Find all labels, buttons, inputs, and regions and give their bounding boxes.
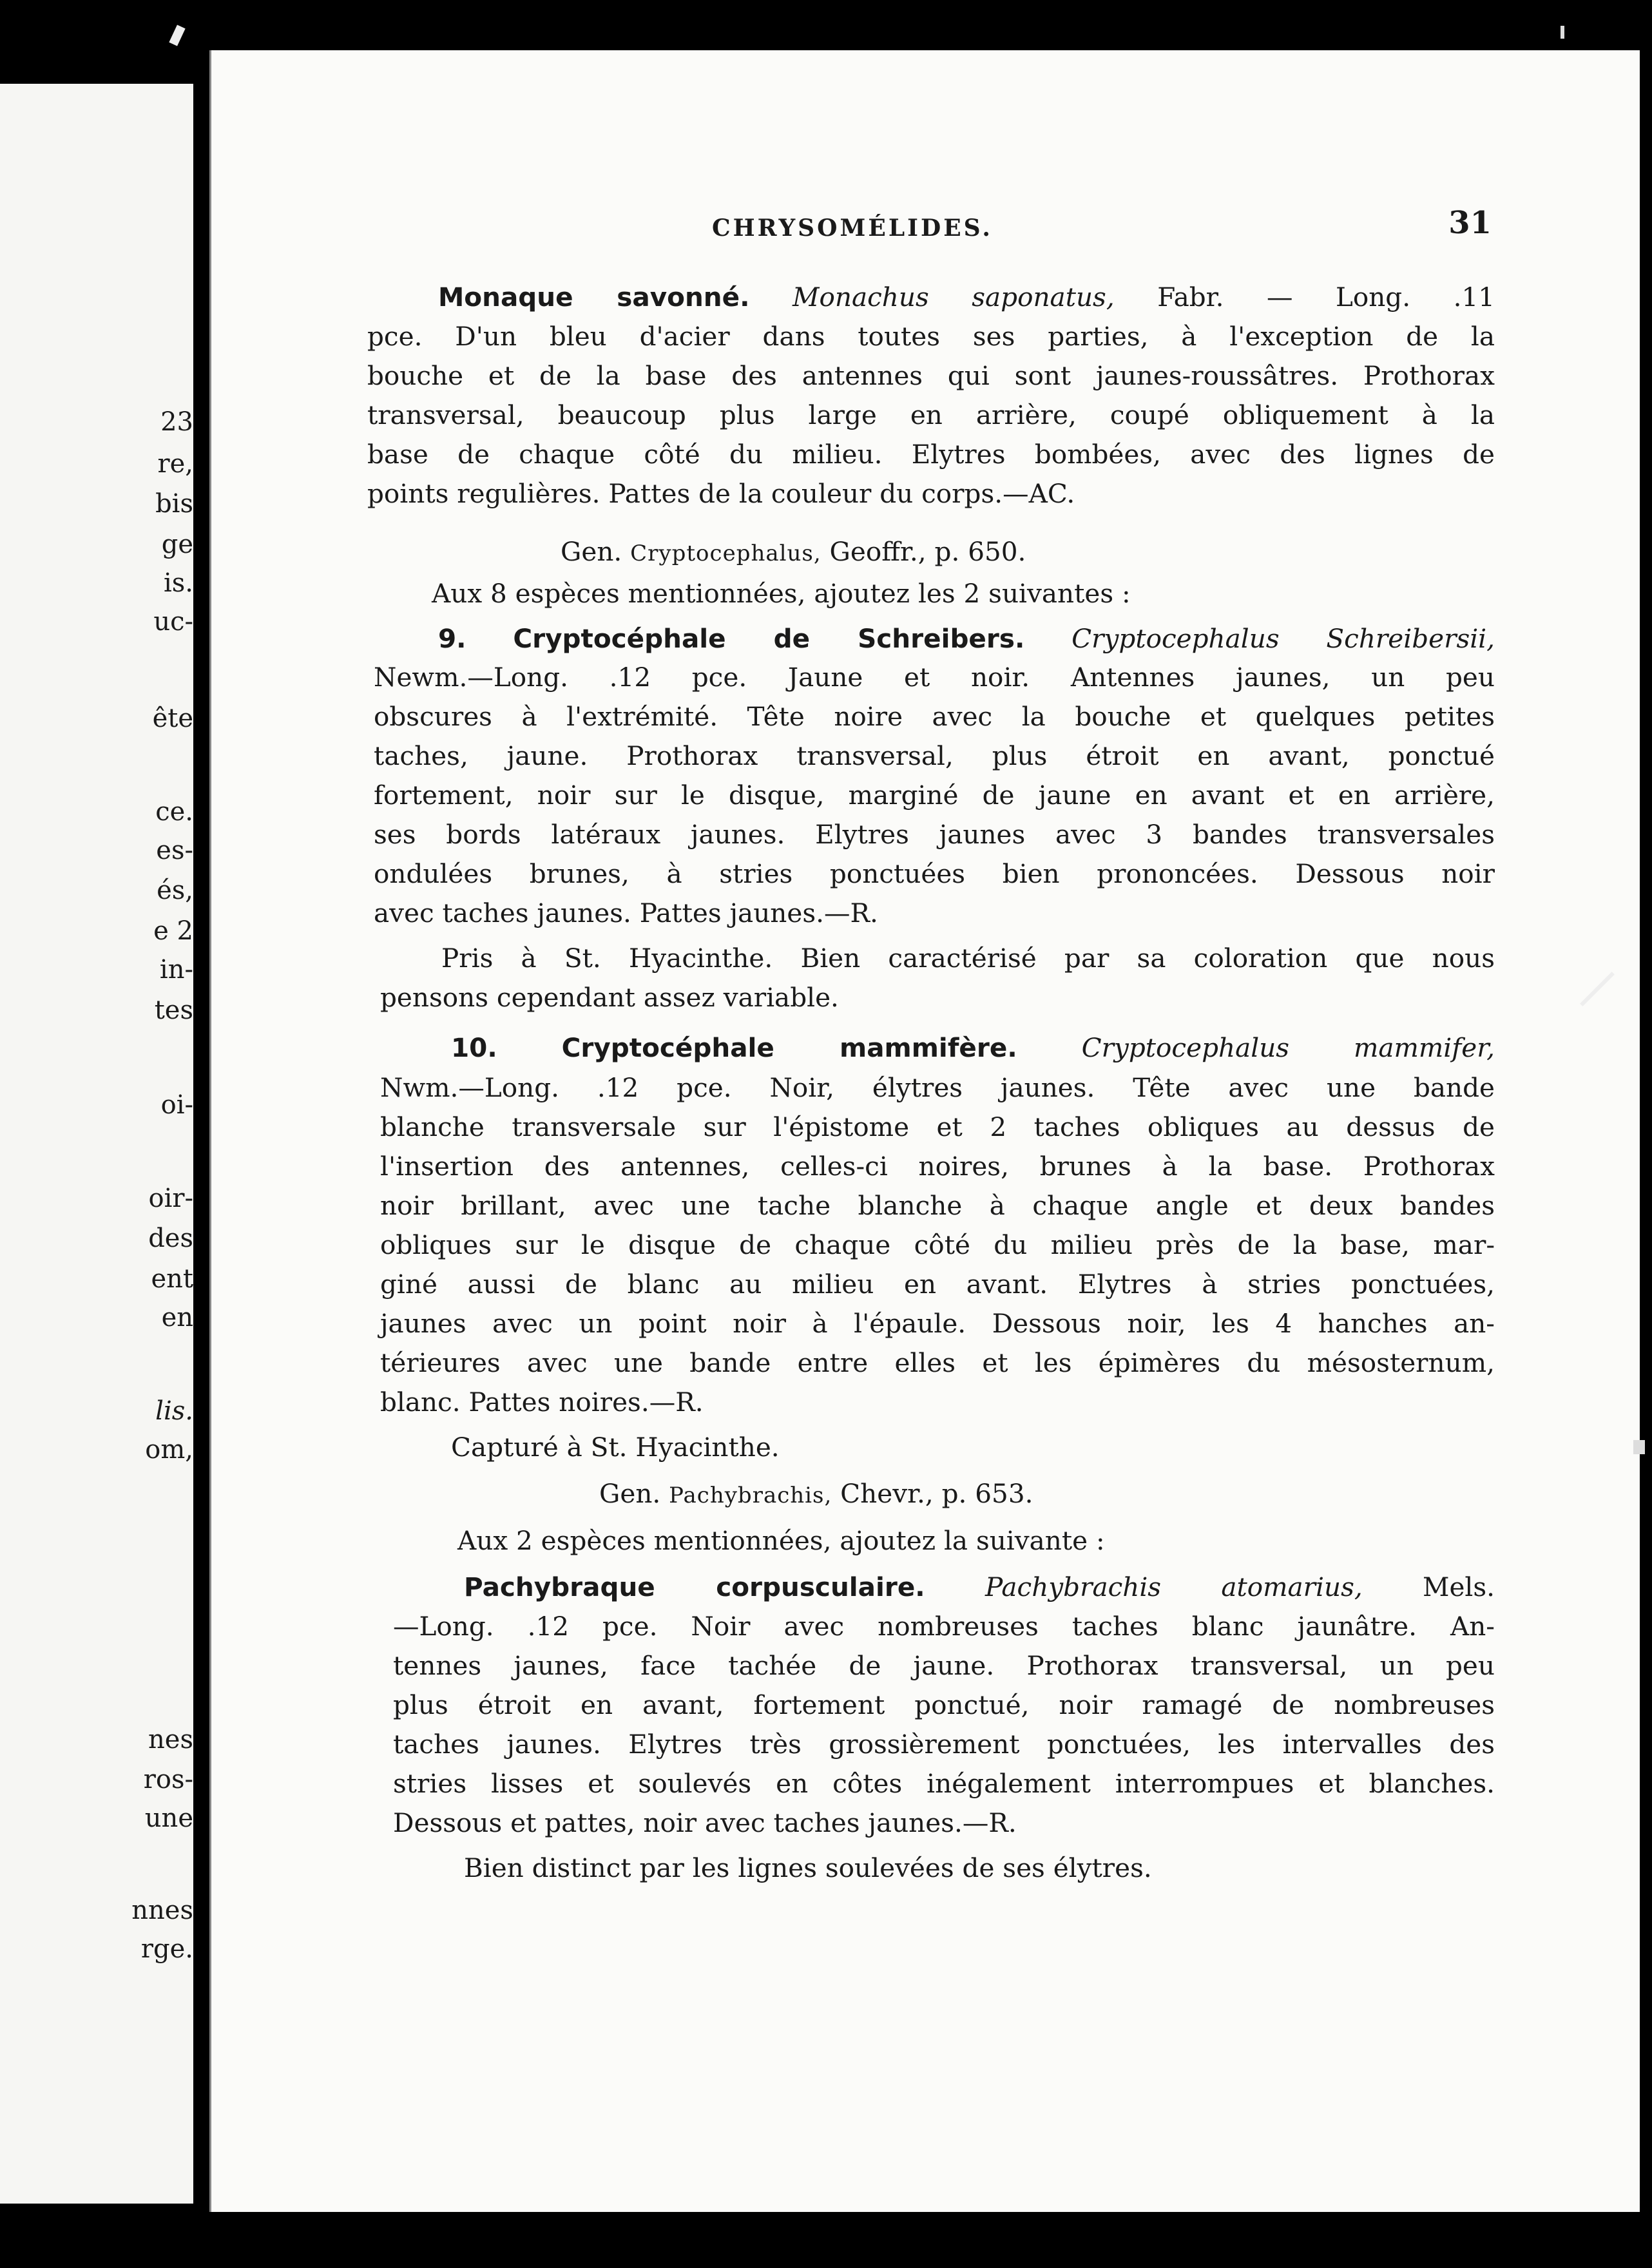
latin-name: Cryptocephalus Schreibersii, (1071, 623, 1495, 654)
left-fragment: ête (152, 704, 193, 733)
latin-name: Monachus saponatus, (792, 282, 1115, 312)
text-line: Nwm.—Long. .12 pce. Noir, élytres jaunes. Tête avec une bande (380, 1072, 1495, 1103)
left-fragment: is. (163, 568, 193, 598)
species-number: 10. (451, 1032, 497, 1063)
text-line: blanche transversale sur l'épistome et 2 taches obliques au dessus de (380, 1111, 1495, 1142)
note-line: Pris à St. Hyacinthe. Bien caractérisé par sa coloration que nous (441, 943, 1495, 974)
genus-name: Cryptocephalus, (630, 541, 821, 566)
left-fragment: tes (154, 995, 193, 1025)
text-line: noir brillant, avec une tache blanche à chaque angle et deux bandes (380, 1190, 1495, 1221)
left-fragment: oi- (160, 1090, 193, 1120)
note-line: pensons cependant assez variable. (380, 982, 839, 1013)
left-fragment: nnes (131, 1896, 193, 1925)
intro-line: Aux 2 espèces mentionnées, ajoutez la suivante : (457, 1525, 1105, 1556)
text-line: avec taches jaunes. Pattes jaunes.—R. (374, 898, 878, 928)
left-fragment: e 2 (153, 916, 193, 946)
left-fragment: une (144, 1803, 193, 1833)
text-line: points regulières. Pattes de la couleur du corps.—AC. (367, 478, 1075, 509)
scan-speck (1633, 1440, 1645, 1454)
left-fragment: 23 (160, 407, 193, 437)
left-fragment: lis. (155, 1396, 193, 1426)
text-line: base de chaque côté du milieu. Elytres bombées, avec des lignes de (367, 439, 1495, 470)
text-line: l'insertion des antennes, celles-ci noires, brunes à la base. Prothorax (380, 1151, 1495, 1182)
authority: Fabr. — Long. .11 (1157, 282, 1495, 312)
text-line: taches, jaune. Prothorax transversal, plus étroit en avant, ponctué (374, 740, 1495, 771)
book-page (209, 50, 1640, 2212)
latin-name: Pachybrachis atomarius, (984, 1571, 1363, 1602)
text-line: tennes jaunes, face tachée de jaune. Prothorax transversal, un peu (393, 1650, 1495, 1681)
left-fragment: es- (156, 836, 193, 865)
left-fragment: ce. (155, 797, 193, 827)
entry-heading-line (464, 1569, 1495, 1605)
scan-speck (1561, 26, 1564, 39)
text-line: ondulées brunes, à stries ponctuées bien prononcées. Dessous noir (374, 858, 1495, 889)
left-fragment: nes (148, 1725, 193, 1754)
text-line: Newm.—Long. .12 pce. Jaune et noir. Antennes jaunes, un peu (374, 662, 1495, 693)
scan-speck (169, 24, 185, 46)
text-line: bouche et de la base des antennes qui sont jaunes-roussâtres. Prothorax (367, 360, 1495, 391)
text-line: transversal, beaucoup plus large en arrière, coupé obliquement à la (367, 399, 1495, 430)
left-fragment: bis (155, 489, 193, 519)
note-line: Capturé à St. Hyacinthe. (451, 1432, 780, 1463)
species-title: Cryptocéphale mammifère. (561, 1032, 1017, 1063)
species-number: 9. (438, 623, 466, 654)
left-facing-page (0, 84, 193, 2204)
text-line: taches jaunes. Elytres très grossièrement ponctuées, les intervalles des (393, 1729, 1495, 1760)
left-fragment: in- (159, 955, 193, 985)
species-title: Cryptocéphale de Schreibers. (513, 623, 1025, 654)
intro-line: Aux 8 espèces mentionnées, ajoutez les 2 suivantes : (432, 578, 1131, 609)
text-line: pce. D'un bleu d'acier dans toutes ses parties, à l'exception de la (367, 321, 1495, 352)
text-line: Dessous et pattes, noir avec taches jaunes.—R. (393, 1807, 1017, 1838)
left-fragment: ge (161, 530, 193, 559)
page-number: 31 (1448, 205, 1492, 241)
entry-heading-line (438, 620, 1495, 657)
genus-line (561, 533, 1463, 572)
genus-name: Pachybrachis, (669, 1483, 832, 1508)
authority: Mels. (1422, 1571, 1495, 1602)
left-fragment: ent (151, 1264, 193, 1294)
left-fragment: des (148, 1224, 193, 1253)
text-line: stries lisses et soulevés en côtes inégalement interrompues et blanches. (393, 1768, 1495, 1799)
genus-line (599, 1475, 1501, 1514)
text-line: fortement, noir sur le disque, marginé de jaune en avant et en arrière, (374, 780, 1495, 811)
latin-name: Cryptocephalus mammifer, (1081, 1032, 1495, 1063)
gutter-edge (209, 50, 211, 2212)
text-line: jaunes avec un point noir à l'épaule. Dessous noir, les 4 hanches an- (380, 1308, 1495, 1339)
left-fragment: oir- (148, 1184, 193, 1213)
text-line: giné aussi de blanc au milieu en avant. Elytres à stries ponctuées, (380, 1269, 1495, 1300)
left-fragment: és, (157, 876, 193, 905)
species-title: Monaque savonné. (438, 282, 750, 312)
text-line: plus étroit en avant, fortement ponctué, noir ramagé de nombreuses (393, 1689, 1495, 1720)
text-line: —Long. .12 pce. Noir avec nombreuses taches blanc jaunâtre. An- (393, 1611, 1495, 1642)
text-line: térieures avec une bande entre elles et les épimères du mésosternum, (380, 1347, 1495, 1378)
left-fragment: rge. (140, 1934, 193, 1964)
note-line: Bien distinct par les lignes soulevées de ses élytres. (464, 1852, 1152, 1883)
running-head: CHRYSOMÉLIDES. (712, 215, 993, 242)
left-fragment: om, (145, 1435, 193, 1465)
left-fragment: ros- (143, 1765, 193, 1794)
genus-prefix: Gen. (599, 1478, 661, 1509)
entry-heading-line (438, 279, 1495, 315)
species-title: Pachybraque corpusculaire. (464, 1571, 925, 1602)
left-fragment: re, (157, 449, 193, 479)
entry-heading-line (451, 1030, 1495, 1066)
genus-prefix: Gen. (561, 536, 622, 567)
left-fragment: uc- (153, 607, 193, 637)
genus-reference: Chevr., p. 653. (840, 1478, 1033, 1509)
text-line: ses bords latéraux jaunes. Elytres jaunes avec 3 bandes transversales (374, 819, 1495, 850)
genus-reference: Geoffr., p. 650. (829, 536, 1026, 567)
text-line: obliques sur le disque de chaque côté du milieu près de la base, mar- (380, 1229, 1495, 1260)
left-fragment: en (161, 1303, 193, 1332)
text-line: obscures à l'extrémité. Tête noire avec la bouche et quelques petites (374, 701, 1495, 732)
text-line: blanc. Pattes noires.—R. (380, 1387, 704, 1418)
